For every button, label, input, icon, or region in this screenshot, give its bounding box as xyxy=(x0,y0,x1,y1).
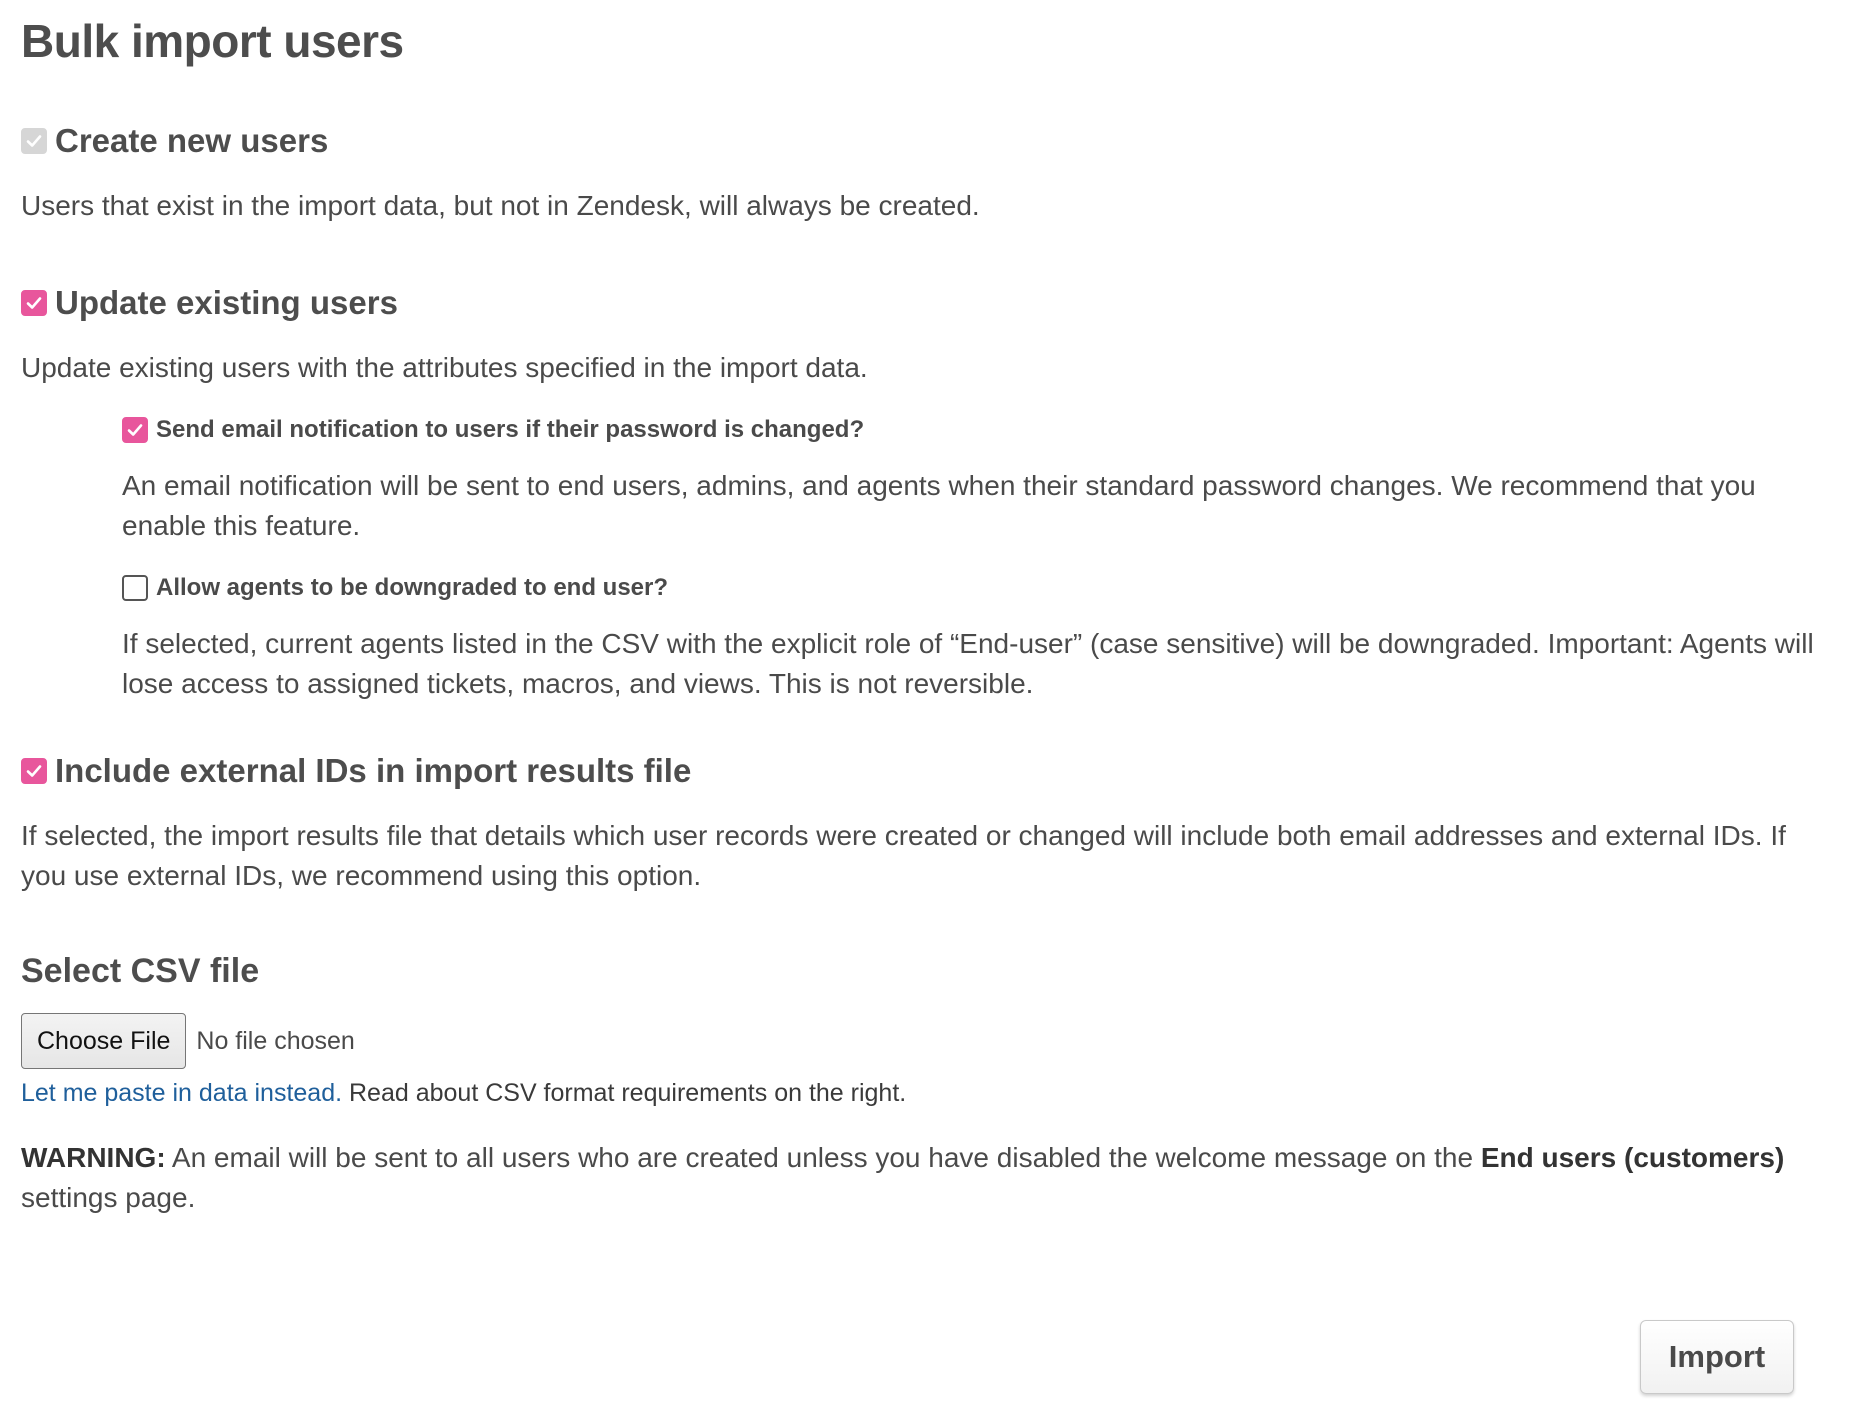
include-external-ids-description: If selected, the import results file that details which user records were created or changed will include both email addresses and external IDs. If you use external IDs, we recommend using this option. xyxy=(21,820,1786,891)
checkmark-icon xyxy=(126,421,144,439)
checkmark-icon xyxy=(25,132,43,150)
update-sub-options xyxy=(122,416,1831,704)
checkmark-icon xyxy=(25,294,43,312)
create-new-users-option xyxy=(21,122,1831,160)
warning-text: An email will be sent to all users who are created unless you have disabled the welcome message on the xyxy=(165,1142,1481,1173)
create-new-users-description: Users that exist in the import data, but not in Zendesk, will always be created. xyxy=(21,190,980,221)
update-existing-users-checkbox[interactable] xyxy=(21,290,47,316)
choose-file-button[interactable]: Choose File xyxy=(21,1013,186,1069)
allow-downgrade-description: If selected, current agents listed in the CSV with the explicit role of “End-user” (case sensitive) will be downgraded. Important: Agents will lose access to assigned tickets, macros, and views. This is not reversible. xyxy=(122,628,1814,699)
csv-help-line xyxy=(21,1079,1831,1108)
warning-text-end: settings page. xyxy=(21,1182,196,1213)
select-csv-title: Select CSV file xyxy=(21,952,260,990)
update-existing-users-option xyxy=(21,284,1831,322)
update-existing-users-description: Update existing users with the attributes specified in the import data. xyxy=(21,352,868,383)
warning-prefix: WARNING: xyxy=(21,1142,166,1173)
csv-format-note: Read about CSV format requirements on the right. xyxy=(342,1079,907,1107)
allow-downgrade-checkbox[interactable] xyxy=(122,575,148,601)
paste-data-link[interactable]: Let me paste in data instead. xyxy=(21,1079,343,1107)
checkmark-icon xyxy=(25,762,43,780)
allow-downgrade-option xyxy=(122,574,1831,602)
end-users-settings-emphasis: End users (customers) xyxy=(1480,1142,1785,1173)
welcome-email-warning xyxy=(21,1138,1831,1218)
include-external-ids-option xyxy=(21,752,1831,790)
file-status-text: No file chosen xyxy=(196,1026,355,1055)
include-external-ids-checkbox[interactable] xyxy=(21,758,47,784)
create-new-users-checkbox[interactable] xyxy=(21,128,47,154)
email-notification-option xyxy=(122,416,1831,444)
allow-downgrade-label: Allow agents to be downgraded to end user? xyxy=(156,574,669,601)
update-existing-users-label: Update existing users xyxy=(55,284,398,321)
page-title: Bulk import users xyxy=(21,15,404,67)
email-notification-checkbox[interactable] xyxy=(122,417,148,443)
file-picker xyxy=(21,1013,1831,1069)
email-notification-description: An email notification will be sent to end users, admins, and agents when their standard password changes. We recommend that you enable this feature. xyxy=(122,470,1756,541)
email-notification-label: Send email notification to users if their password is changed? xyxy=(156,416,865,443)
import-button[interactable]: Import xyxy=(1640,1320,1794,1394)
create-new-users-label: Create new users xyxy=(55,122,329,159)
include-external-ids-label: Include external IDs in import results file xyxy=(55,752,692,789)
